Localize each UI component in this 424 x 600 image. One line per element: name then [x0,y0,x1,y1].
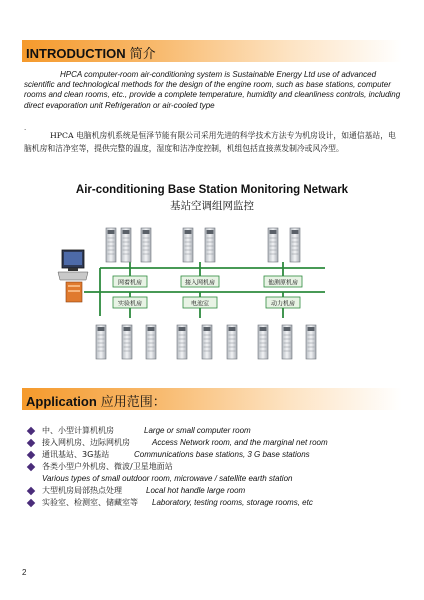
room-box-access [181,276,219,287]
cabinet-group-bottom-middle [177,325,237,359]
room-box-access-label: 接入网机房 [184,279,216,287]
list-item: 实验室、检测室、储藏室等 Laboratory, testing rooms, storage rooms, etc [28,497,408,509]
cabinet-group-bottom-right [258,325,316,359]
application-title-en: Application [26,394,97,409]
network-diagram [0,210,424,375]
cabinet-group-top-left [106,228,151,262]
room-box-power-label: 动力机房 [270,300,296,308]
diamond-bullet-icon [27,439,35,447]
introduction-title-en: INTRODUCTION [26,46,126,61]
introduction-title [26,43,156,62]
list-item: 接入网机房、边际网机房 Access Network room, and the marginal net room [28,437,408,449]
diamond-bullet-icon [27,487,35,495]
room-box-lab-label: 实验机房 [117,300,143,308]
page-number: 2 [22,568,27,577]
introduction-body-en: HPCA computer-room air-conditioning system is Sustainable Energy Ltd use of advanced scientific and technological methods for the design of the engine room, such as base stations, computer rooms and clean rooms, etc., provide a complete temperature, humidity and cleanliness controls, including direct evaporation unit Refrigeration or air-cooled type [24,70,401,110]
room-box-power [266,297,300,308]
diamond-bullet-icon [27,427,35,435]
application-title-cn: 应用范围： [100,395,166,410]
cabinet-group-top-middle [183,228,215,262]
diamond-bullet-icon [27,451,35,459]
room-box-edge [264,276,302,287]
list-item: 中、小型计算机机房 Large or small computer room [28,425,408,437]
introduction-title-cn: 简介 [129,47,156,62]
monitoring-computer-icon [58,250,88,302]
room-box-battery-label: 电池室 [190,300,210,308]
cabinet-group-top-right [268,228,300,262]
diamond-bullet-icon [27,463,35,471]
introduction-body-cn: HPCA 电脑机房机系统是恒泽节能有限公司采用先进的科学技术方法专为机房设计，如通信基站，电脑机房和洁净室等，提供完整的温度，湿度和洁净度控制，机组包括直接蒸发制冷或风冷型。 [24,131,396,153]
application-header [22,388,402,410]
list-item-subline: Various types of small outdoor room, microwave / satellite earth station [42,474,293,483]
room-box-battery [183,297,217,308]
application-list [28,425,408,509]
diagram-title-cn: 基站空调组网监控 [170,200,254,212]
list-item: 通讯基站、3G基站 Communications base stations, 3 G base stations [28,449,408,461]
room-box-network [113,276,147,287]
diamond-bullet-icon [27,499,35,507]
cabinet-group-bottom-left [96,325,156,359]
room-box-lab [113,297,147,308]
room-box-edge-label: 他测原机房 [267,279,299,287]
stray-dot: . [24,123,27,132]
network-lines [84,262,325,318]
list-item: 各类小型户外机房、微波/卫星地面站 [28,461,408,473]
list-item: 大型机房局部热点处理 Local hot handle large room [28,485,408,497]
diagram-title-en: Air-conditioning Base Station Monitoring Netwark [75,184,349,196]
introduction-header [22,40,402,62]
application-title [26,391,166,410]
room-box-network-label: 网着机房 [117,279,143,287]
